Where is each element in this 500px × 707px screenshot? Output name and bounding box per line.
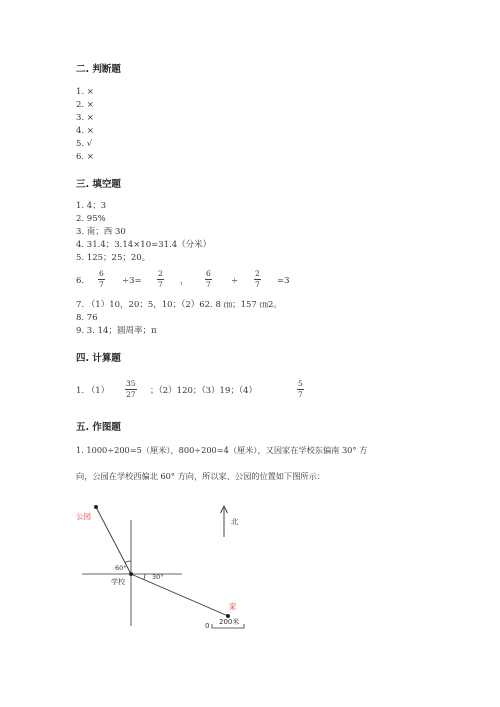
paragraph-line: 向，公园在学校西偏北 60° 方向，所以家、公园的位置如下图所示： (76, 471, 325, 481)
fraction-denominator: 7 (158, 280, 163, 289)
fraction-denominator: 7 (99, 280, 104, 289)
answer-line: 2. 95% (76, 214, 106, 224)
home-label: 家 (229, 602, 237, 611)
answer-line: 5. 125；25；20。 (76, 253, 151, 263)
fraction-numerator: 35 (126, 379, 136, 388)
fraction-denominator: 7 (298, 390, 303, 399)
section-title-calc: 四. 计算题 (76, 353, 121, 364)
answer-line: 7. （1）10，20；5，10；（2）62. 8 ㎝；157 ㎝2。 (76, 300, 282, 310)
operator-text: ÷ (231, 276, 239, 286)
school-label: 学校 (111, 578, 125, 586)
answer-line: ；（2）120；（3）19；（4） (150, 386, 258, 396)
answer-line: 1. （1） (76, 386, 110, 396)
scale-200-label: 200米 (219, 618, 240, 626)
fraction-numerator: 2 (255, 269, 260, 278)
section-title-judgment: 二. 判断题 (76, 64, 121, 75)
fraction-numerator: 6 (206, 269, 211, 278)
home-line (131, 574, 228, 616)
section-title-drawing: 五. 作图题 (76, 422, 121, 433)
fraction-numerator: 2 (158, 269, 163, 278)
operator-text: ÷3= (122, 276, 142, 286)
angle-60-label: 60° (115, 564, 127, 572)
angle-60-arc (125, 561, 131, 563)
answer-line: 3. 南；西 30 (76, 227, 126, 237)
fraction-denominator: 27 (126, 390, 136, 399)
result-text: =3 (277, 276, 290, 286)
school-point (129, 572, 133, 576)
angle-30-arc (144, 574, 145, 580)
answer-line: 8. 76 (76, 313, 98, 323)
answer-line: 2. × (76, 100, 94, 110)
answer-line: 3. × (76, 113, 94, 123)
answer-line: 6. × (76, 152, 94, 162)
fraction-numerator: 6 (99, 269, 104, 278)
q6-label: 6. (76, 276, 85, 286)
paragraph-line: 1. 1000÷200=5（厘米），800÷200=4（厘米），又因家在学校东偏南 30° 方 (76, 445, 368, 455)
fraction-denominator: 7 (255, 280, 260, 289)
north-label: 北 (231, 517, 239, 526)
answer-line: 1. 4；3 (76, 201, 107, 211)
angle-30-label: 30° (152, 573, 164, 581)
scale-zero-label: 0 (205, 622, 210, 630)
fraction-denominator: 7 (206, 280, 211, 289)
answer-line: 5. √ (76, 139, 93, 149)
fraction-numerator: 5 (298, 379, 303, 388)
park-point (94, 505, 98, 509)
answer-line: 1. × (76, 87, 94, 97)
answer-line: 4. × (76, 126, 94, 136)
answer-line: 4. 31.4；3.14×10=31.4（分米） (76, 240, 212, 250)
section-title-fill: 三. 填空题 (76, 179, 121, 190)
comma-text: ， (180, 276, 189, 286)
park-label: 公园 (76, 512, 91, 521)
answer-line: 9. 3. 14；圆周率；π (76, 326, 157, 336)
